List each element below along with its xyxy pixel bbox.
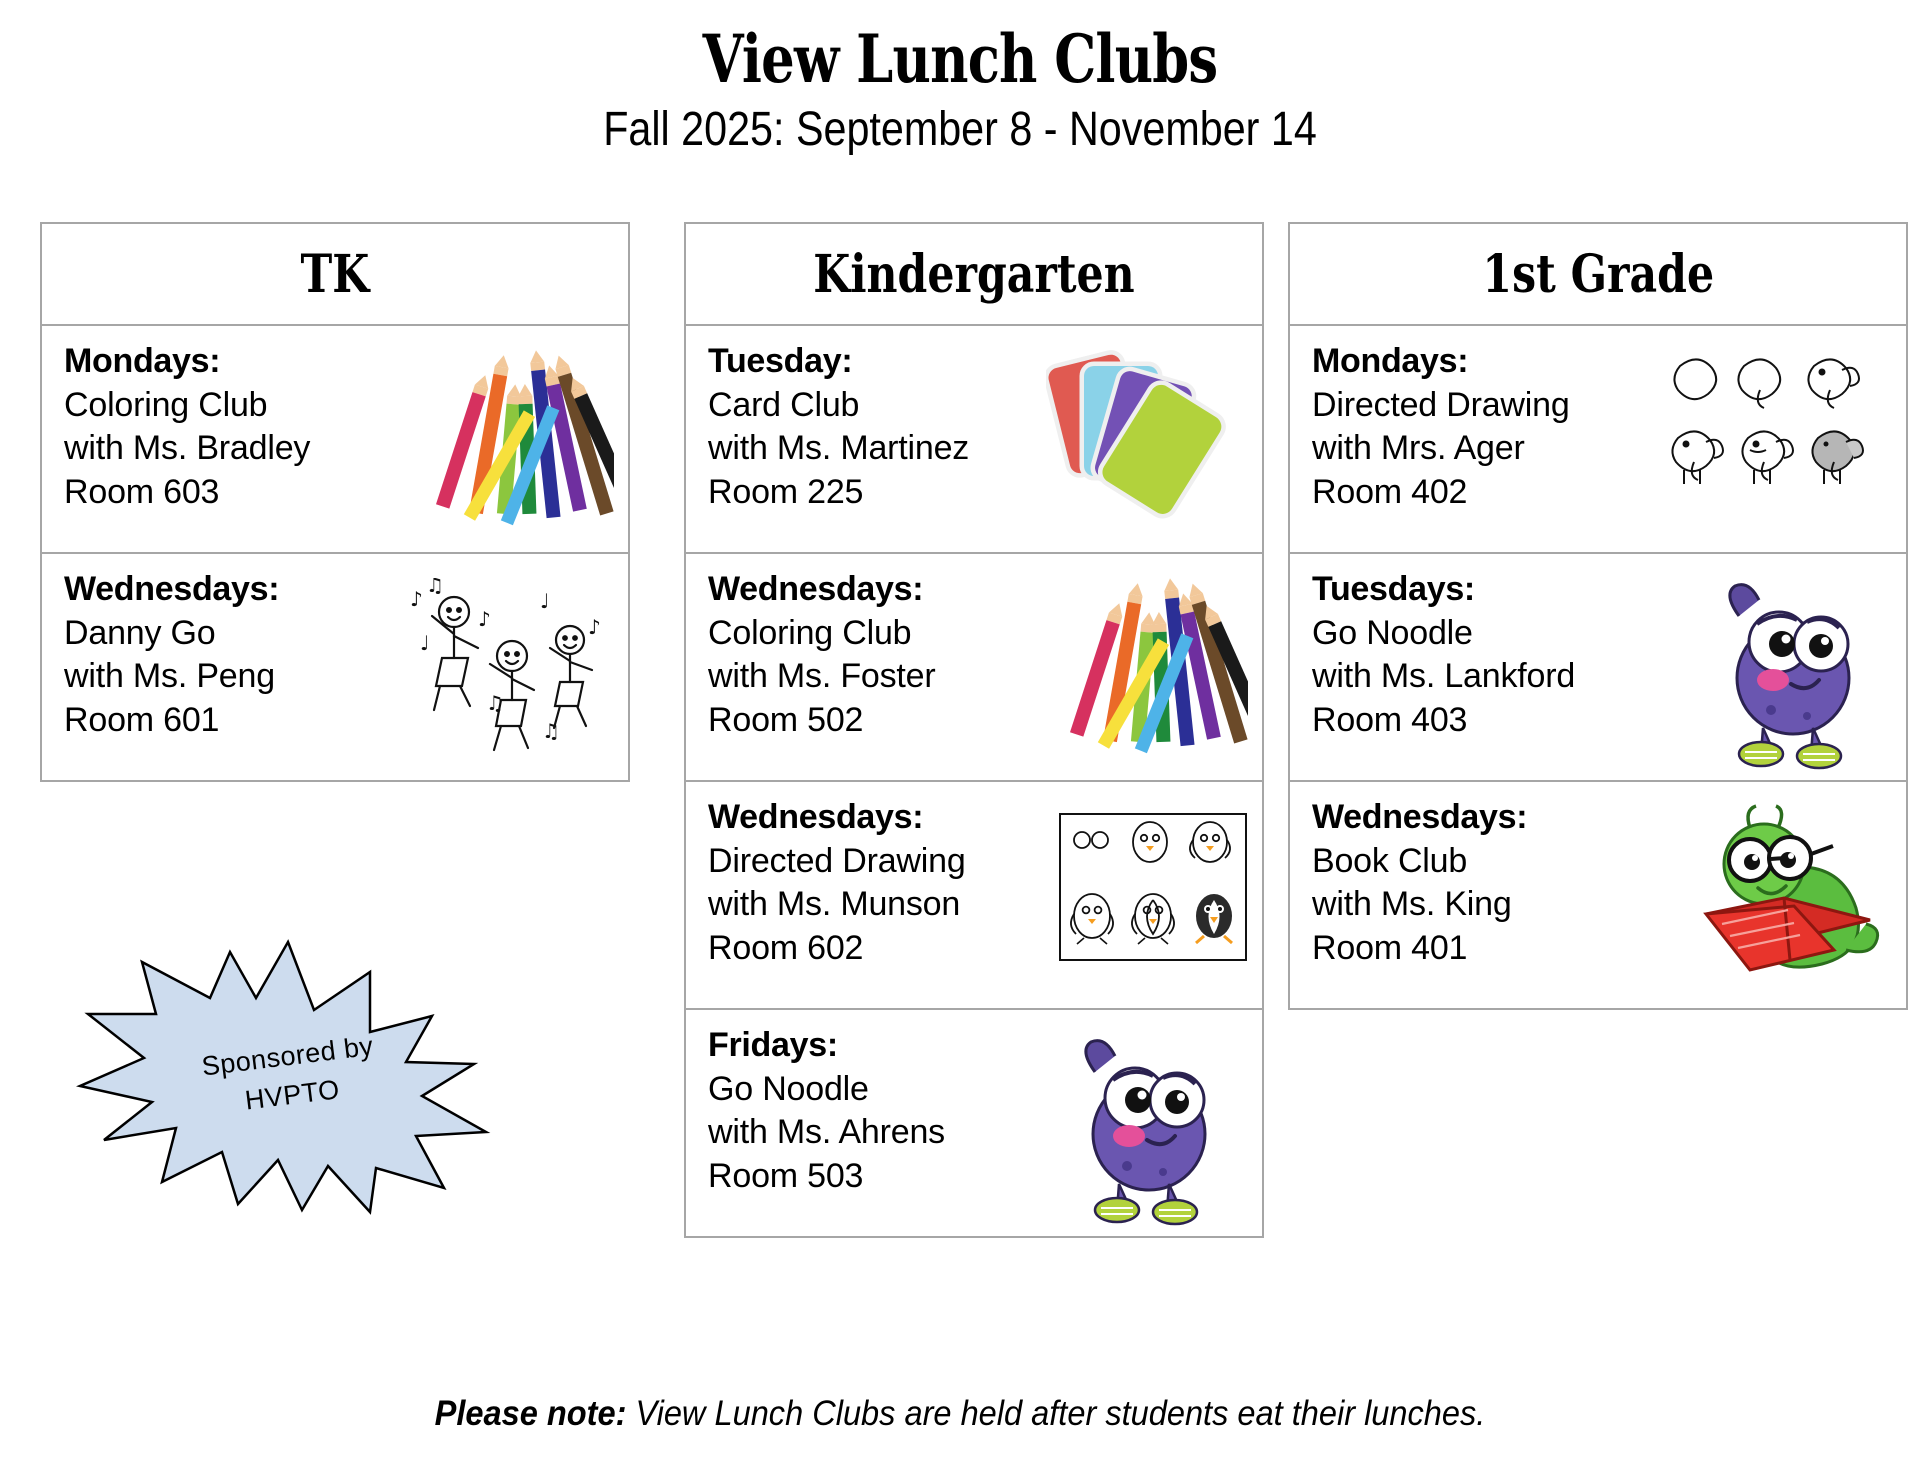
club-cell[interactable] xyxy=(1288,554,1908,782)
club-teacher: with Ms. Peng xyxy=(64,657,275,696)
club-text xyxy=(1312,796,1527,970)
club-day: Wednesdays: xyxy=(708,570,924,608)
club-day: Fridays: xyxy=(708,1026,838,1064)
go-noodle-character-icon xyxy=(1687,572,1892,772)
club-room: Room 602 xyxy=(708,928,864,967)
club-name: Coloring Club xyxy=(64,385,268,424)
club-day: Wednesdays: xyxy=(1312,798,1528,836)
club-cell[interactable] xyxy=(40,554,630,782)
penguin-drawing-steps-icon xyxy=(1058,812,1248,962)
club-teacher: with Mrs. Ager xyxy=(1312,429,1525,468)
column-tk xyxy=(40,222,630,782)
club-room: Room 503 xyxy=(708,1156,864,1195)
sponsor-badge-text xyxy=(55,910,526,1242)
club-art xyxy=(1575,568,1898,758)
column-heading-first-grade xyxy=(1288,222,1908,326)
sponsor-line-2: HVPTO xyxy=(243,1074,342,1116)
club-art xyxy=(279,568,620,758)
bookworm-icon xyxy=(1666,804,1896,1004)
svg-text:♪: ♪ xyxy=(588,615,601,639)
club-day: Wednesdays: xyxy=(708,798,924,836)
club-room: Room 403 xyxy=(1312,700,1468,739)
club-teacher: with Ms. Lankford xyxy=(1312,657,1576,696)
club-cell[interactable] xyxy=(1288,326,1908,554)
club-name: Directed Drawing xyxy=(1312,385,1570,424)
club-text xyxy=(708,796,966,970)
club-room: Room 225 xyxy=(708,472,864,511)
column-first-grade xyxy=(1288,222,1908,1010)
club-room: Room 402 xyxy=(1312,472,1468,511)
club-text xyxy=(64,340,310,514)
club-text xyxy=(64,568,279,742)
club-cell[interactable] xyxy=(1288,782,1908,1010)
svg-text:♪: ♪ xyxy=(410,587,423,611)
svg-text:♩: ♩ xyxy=(540,589,550,613)
club-name: Directed Drawing xyxy=(708,841,966,880)
club-teacher: with Ms. Ahrens xyxy=(708,1113,945,1152)
club-day: Mondays: xyxy=(64,342,221,380)
club-art xyxy=(310,340,620,530)
page-subtitle: Fall 2025: September 8 - November 14 xyxy=(603,103,1317,156)
footer-note-text: View Lunch Clubs are held after students eat their lunches. xyxy=(626,1394,1486,1433)
column-heading-tk xyxy=(40,222,630,326)
dancing-stick-figures-icon xyxy=(382,578,612,763)
club-art xyxy=(1527,796,1898,986)
club-art xyxy=(969,340,1254,530)
sponsor-badge xyxy=(70,936,510,1216)
column-heading-kindergarten xyxy=(684,222,1264,326)
club-text xyxy=(708,340,969,514)
column-heading-tk-label: TK xyxy=(300,243,370,305)
club-art xyxy=(945,1024,1254,1214)
club-teacher: with Ms. Munson xyxy=(708,885,961,924)
club-text xyxy=(708,568,935,742)
svg-text:♪: ♪ xyxy=(478,607,491,631)
column-heading-kindergarten-label: Kindergarten xyxy=(813,243,1135,305)
club-text xyxy=(708,1024,945,1198)
club-cell[interactable] xyxy=(684,782,1264,1010)
footer-note xyxy=(67,1394,1853,1434)
club-name: Book Club xyxy=(1312,841,1468,880)
club-teacher: with Ms. Martinez xyxy=(708,429,970,468)
colored-pencils-icon xyxy=(404,344,614,544)
club-teacher: with Ms. King xyxy=(1312,885,1512,924)
sponsor-line-1: Sponsored by xyxy=(200,1030,376,1082)
club-cell[interactable] xyxy=(684,1010,1264,1238)
club-teacher: with Ms. Bradley xyxy=(64,429,311,468)
club-room: Room 601 xyxy=(64,700,220,739)
club-room: Room 401 xyxy=(1312,928,1468,967)
page-title: View Lunch Clubs xyxy=(702,20,1218,98)
club-art xyxy=(966,796,1254,986)
club-day: Tuesdays: xyxy=(1312,570,1475,608)
column-kindergarten xyxy=(684,222,1264,1238)
club-day: Wednesdays: xyxy=(64,570,280,608)
club-cell[interactable] xyxy=(684,326,1264,554)
club-day: Mondays: xyxy=(1312,342,1469,380)
colored-pencils-icon xyxy=(1038,572,1248,772)
svg-text:♫: ♫ xyxy=(542,719,560,743)
club-cell[interactable] xyxy=(684,554,1264,782)
club-art xyxy=(935,568,1254,758)
elephant-drawing-steps-icon xyxy=(1664,346,1894,496)
club-teacher: with Ms. Foster xyxy=(708,657,936,696)
column-heading-first-grade-label: 1st Grade xyxy=(1482,243,1714,305)
club-room: Room 603 xyxy=(64,472,220,511)
club-room: Room 502 xyxy=(708,700,864,739)
club-name: Coloring Club xyxy=(708,613,912,652)
club-day: Tuesday: xyxy=(708,342,853,380)
club-name: Danny Go xyxy=(64,613,216,652)
svg-text:♫: ♫ xyxy=(486,691,504,715)
club-cell[interactable] xyxy=(40,326,630,554)
club-text xyxy=(1312,568,1575,742)
svg-text:♩: ♩ xyxy=(420,631,430,655)
club-art xyxy=(1570,340,1898,530)
club-name: Go Noodle xyxy=(1312,613,1473,652)
svg-text:♫: ♫ xyxy=(426,578,444,597)
playing-cards-icon xyxy=(1046,346,1236,546)
footer-note-label: Please note: xyxy=(434,1394,627,1433)
club-name: Go Noodle xyxy=(708,1069,869,1108)
club-name: Card Club xyxy=(708,385,860,424)
club-text xyxy=(1312,340,1570,514)
go-noodle-character-icon xyxy=(1043,1028,1248,1228)
